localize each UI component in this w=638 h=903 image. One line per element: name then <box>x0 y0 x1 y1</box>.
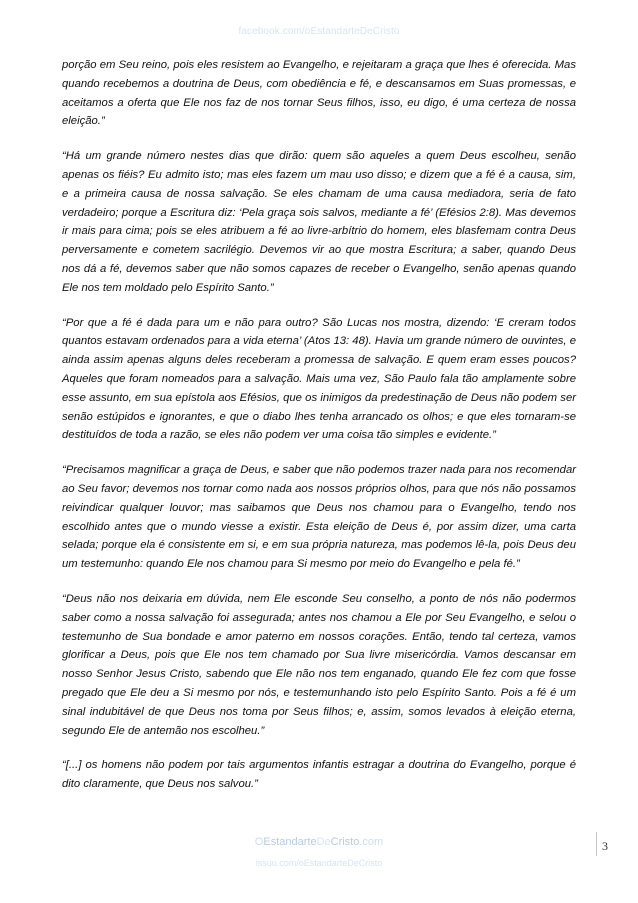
page-number-divider <box>596 832 597 856</box>
page-number: 3 <box>602 839 608 853</box>
footer-brand-part: .com <box>359 836 384 848</box>
paragraph: “Precisamos magnificar a graça de Deus, e saber que não podemos trazer nada para nos recomendar ao Seu favor; devemos nos tornar como nada aos nossos próprios olhos, para que nós não possamos reivindicar qualquer louvor; mas saibamos que Deus nos chamou para o Evangelho, tendo nos escolhido antes que o mundo viesse a existir. Esta eleição de Deus é, por assim dizer, uma carta selada; porque ela é consistente em si, e em sua própria natureza, mas podemos lê-la, pois Deus deu um testemunho: quando Ele nos chamou para Si mesmo por meio do Evangelho e pela fé.” <box>62 464 576 571</box>
footer-issuu-link[interactable]: issuu.com/oEstandarteDeCristo <box>255 858 383 868</box>
footer-brand-watermark[interactable] <box>0 836 638 848</box>
header-facebook-link[interactable]: facebook.com/oEstandarteDeCristo <box>238 26 400 37</box>
footer-brand-part: Cristo <box>330 836 360 848</box>
paragraph: “Há um grande número nestes dias que dirão: quem são aqueles a quem Deus escolheu, senão apenas os fiéis? Eu admito isto; mas eles fazem um mau uso disso; e dizem que a fé é a causa, sim, e a primeira causa de nossa salvação. Se eles chamam de uma causa mediadora, seria de fato verdadeiro; porque a Escritura diz: ‘Pela graça sois salvos, mediante a fé’ (Efésios 2:8). Mas devemos ir mais para cima; pois se eles atribuem a fé ao livre-arbítrio do homem, eles blasfemam contra Deus perversamente e cometem sacrilégio. Devemos vir ao que mostra Escritura; a saber, quando Deus nos dá a fé, devemos saber que não somos capazes de receber o Evangelho, senão apenas quando Ele nos tem moldado pelo Espírito Santo.” <box>62 150 576 294</box>
footer-brand-part: Estandarte <box>263 836 317 848</box>
paragraph: “[...] os homens não podem por tais argumentos infantis estragar a doutrina do Evangelho, porque é dito claramente, que Deus nos salvou.” <box>62 759 576 791</box>
footer-brand-part: De <box>316 836 331 848</box>
paragraph: “Deus não nos deixaria em dúvida, nem Ele esconde Seu conselho, a ponto de nós não podermos saber como a nossa salvação foi assegurada; antes nos chamou a Ele por Seu Evangelho, e selou o testemunho de Sua bondade e amor paterno em nossos corações. Então, tendo tal certeza, vamos glorificar a Deus, pois que Ele nos tem chamado por Sua livre misericórdia. Vamos descansar em nosso Senhor Jesus Cristo, sabendo que Ele não nos tem enganado, quando Ele fez com que fosse pregado que Ele deu a Si mesmo por nós, e testemunhando isto pelo Espírito Santo. Pois a fé é um sinal indubitável de que Deus nos toma por Seus filhos; e, assim, somos levados à eleição eterna, segundo Ele de antemão nos escolheu.” <box>62 592 576 737</box>
page-body <box>62 56 576 810</box>
paragraph: “Por que a fé é dada para um e não para outro? São Lucas nos mostra, dizendo: ‘E creram todos quantos estavam ordenados para a vida eterna’ (Atos 13: 48). Havia um grande número de ouvintes, e ainda assim apenas alguns deles receberam a promessa de salvação. E quem eram esses poucos? Aqueles que foram nomeados para a salvação. Mais uma vez, São Paulo fala tão amplamente sobre esse assunto, em sua epístola aos Efésios, que os inimigos da predestinação de Deus não podem ser senão estúpidos e ignorantes, e que o diabo lhes tenha arrancado os olhos; e que eles tornaram-se destituídos de toda a razão, se eles não podem ver uma coisa tão simples e evidente.” <box>62 316 576 442</box>
paragraph: porção em Seu reino, pois eles resistem ao Evangelho, e rejeitaram a graça que lhes é oferecida. Mas quando recebemos a doutrina de Deus, com obediência e fé, e descansamos em Suas promessas, e aceitamos a oferta que Ele nos faz de nos tornar Seus filhos, isso, eu digo, é uma certeza de nossa eleição.” <box>62 59 576 128</box>
footer-brand-part: O <box>254 836 264 848</box>
